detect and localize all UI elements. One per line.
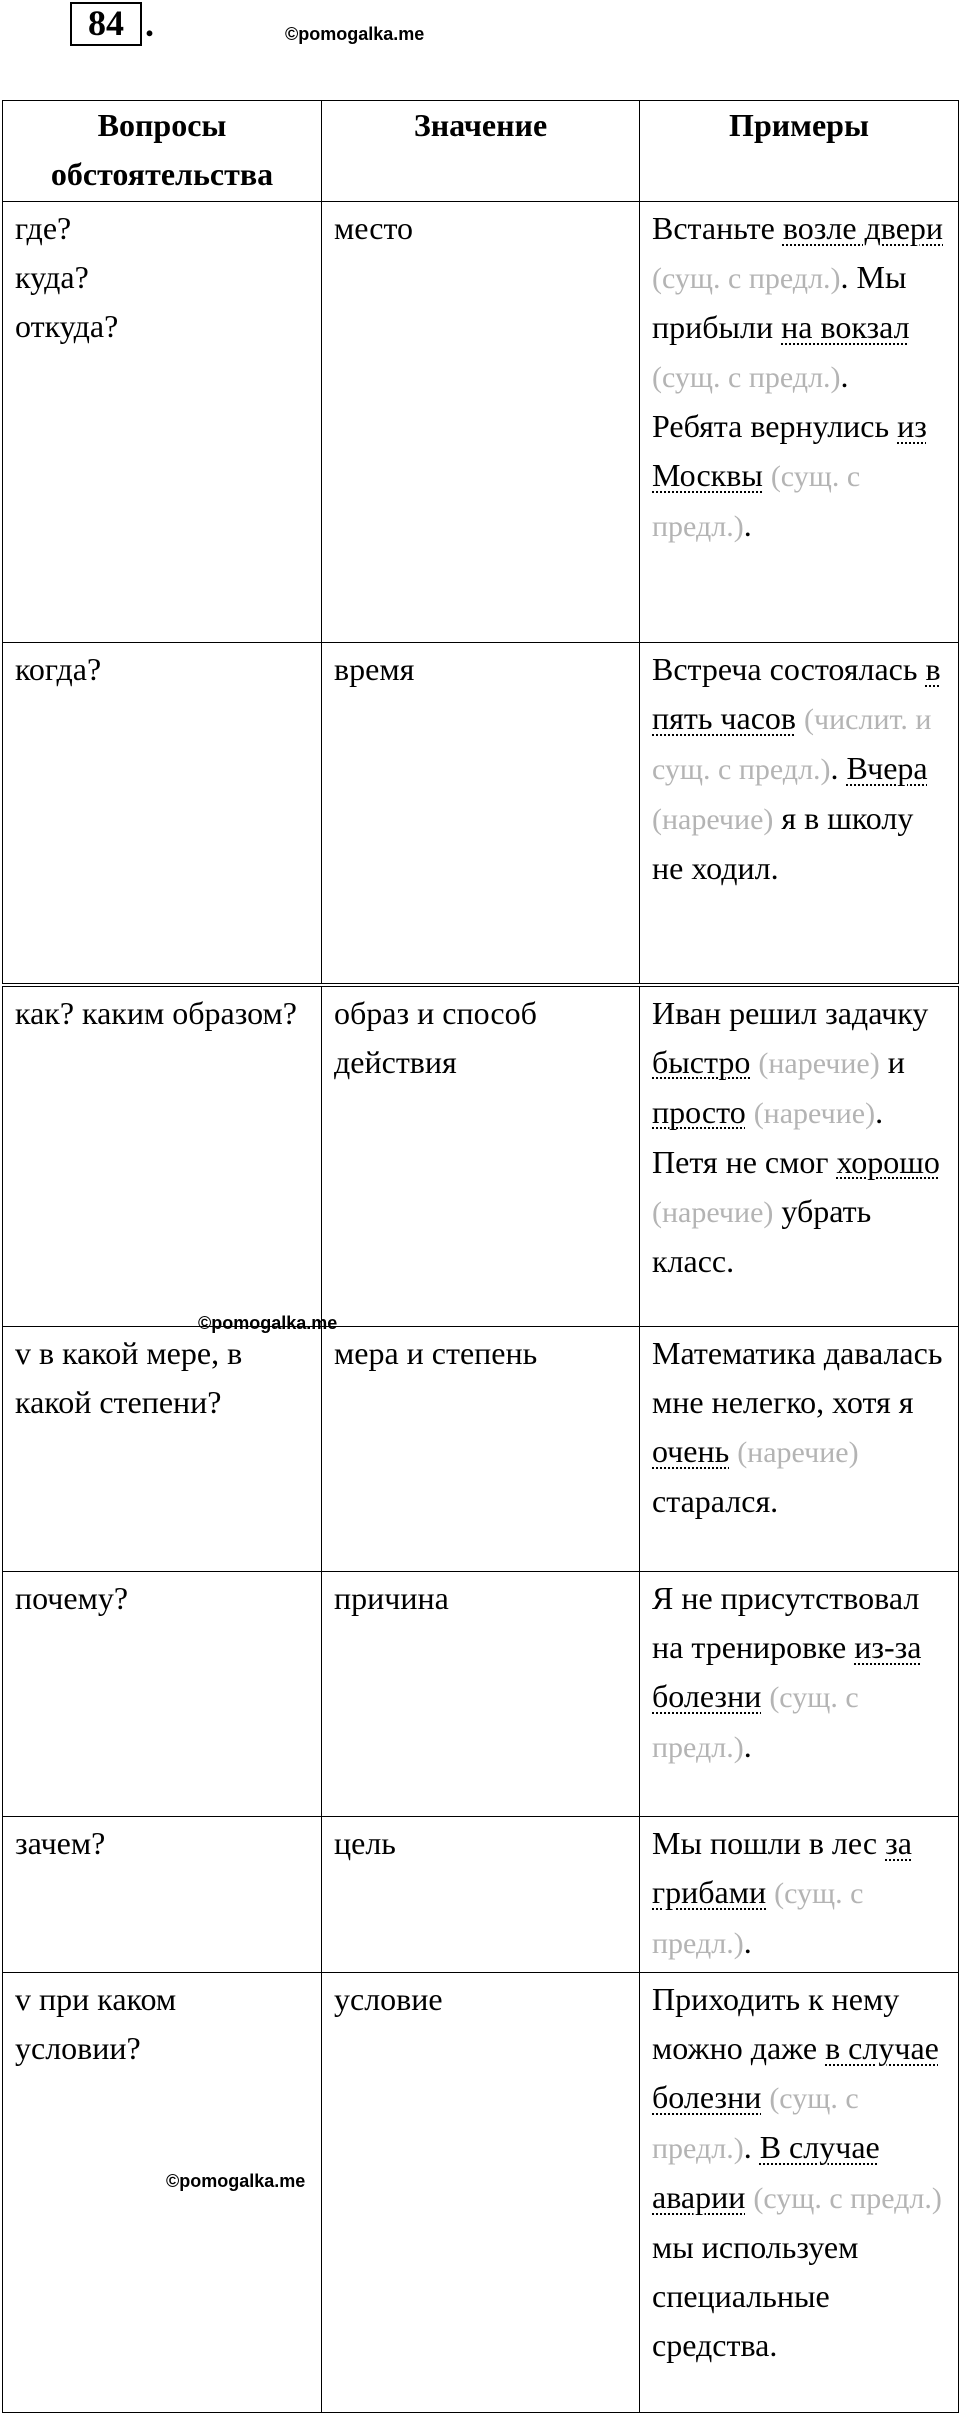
question-text: где? (15, 210, 72, 246)
watermark-top: ©pomogalka.me (285, 24, 425, 44)
example-text: Математика давалась мне нелегко, хотя я (652, 1335, 943, 1420)
part-of-speech-note: (сущ. с предл.) (652, 1681, 859, 1764)
table-row (3, 1817, 959, 1973)
example-text: я в школу не ходил. (652, 800, 914, 886)
part-of-speech-note: (наречие) (753, 1096, 876, 1130)
part-of-speech-note: (наречие) (758, 1046, 880, 1080)
circumstance-word: из Москвы (652, 408, 927, 493)
table-row (3, 1973, 959, 2413)
table-row (3, 1572, 959, 1817)
example-cell (640, 1817, 959, 1973)
table-header-row (3, 101, 959, 202)
question-text: когда? (15, 651, 102, 687)
question-cell (3, 1817, 322, 1973)
circumstance-word: в случае болезни (652, 2030, 939, 2115)
example-cell (640, 202, 959, 643)
part-of-speech-note: (сущ. с предл.) (652, 460, 861, 543)
meaning-cell: мера и степень (322, 1327, 640, 1572)
question-text: откуда? (15, 308, 119, 344)
question-text: v при каком условии? (15, 1981, 177, 2066)
question-text: как? каким образом? (15, 994, 297, 1031)
table-row (3, 985, 959, 1327)
example-text (729, 1433, 737, 1469)
circumstance-word: возле двери (782, 210, 944, 246)
question-text: v в какой мере, в какой степени? (15, 1335, 243, 1420)
circumstance-word: в пять часов (652, 651, 941, 736)
example-text: Мы пошли в лес (652, 1825, 886, 1861)
meaning-cell: причина (322, 1572, 640, 1817)
circumstance-word: из-за болезни (652, 1629, 922, 1714)
part-of-speech-note: (сущ. с предл.) (652, 2082, 859, 2165)
exercise-number: 84 (70, 2, 142, 46)
circumstance-table (2, 100, 959, 2413)
example-cell (640, 1973, 959, 2413)
example-text: Встаньте (652, 210, 783, 246)
circumstance-word: хорошо (836, 1143, 940, 1180)
example-text (763, 457, 771, 493)
example-text: . (743, 1728, 752, 1764)
example-text: мы используем специальные средства. (652, 2229, 859, 2363)
part-of-speech-note: (сущ. с предл.) (652, 262, 841, 295)
part-of-speech-note: (числит. и сущ. с предл.) (652, 703, 932, 786)
question-text: зачем? (15, 1825, 106, 1861)
header-examples: Примеры (640, 101, 959, 202)
example-cell (640, 1327, 959, 1572)
watermark-middle: ©pomogalka.me (198, 1313, 338, 1333)
example-text: . Ребята вернулись (652, 358, 898, 444)
part-of-speech-note: (наречие) (652, 803, 774, 836)
circumstance-word: за грибами (652, 1825, 912, 1910)
question-cell (3, 202, 322, 643)
table-row (3, 202, 959, 643)
example-text: Встреча состоялась (652, 651, 926, 687)
question-cell (3, 1572, 322, 1817)
example-text: старался. (652, 1483, 779, 1519)
watermark-bottom: ©pomogalka.me (166, 2171, 306, 2191)
question-text: куда? (15, 259, 89, 295)
exercise-number-dot: . (145, 4, 154, 44)
table-row (3, 643, 959, 985)
example-cell (640, 985, 959, 1327)
example-cell (640, 1572, 959, 1817)
circumstance-word: В случае аварии (652, 2129, 880, 2215)
example-text: . (743, 2129, 760, 2165)
example-text: Иван решил задачку (652, 994, 929, 1031)
question-cell (3, 1973, 322, 2413)
example-text: Я не присутствовал на тренировке (652, 1580, 920, 1665)
part-of-speech-note: (сущ. с предл.) (652, 361, 841, 394)
example-text: . (743, 1924, 752, 1960)
example-text: . Петя не смог (652, 1093, 884, 1180)
example-text: . (830, 750, 847, 786)
circumstance-word: на вокзал (781, 309, 910, 345)
example-cell (640, 643, 959, 985)
circumstance-word: быстро (652, 1043, 751, 1080)
example-text (796, 700, 804, 736)
part-of-speech-note: (сущ. с предл.) (652, 1877, 864, 1960)
part-of-speech-note: (наречие) (652, 1195, 774, 1229)
table-row (3, 1327, 959, 1572)
example-text: . (743, 507, 752, 543)
question-cell (3, 985, 322, 1327)
header-questions: Вопросы обстоятельства (3, 101, 322, 202)
example-text (766, 1874, 774, 1910)
question-text: почему? (15, 1580, 129, 1616)
circumstance-word: просто (652, 1093, 746, 1130)
part-of-speech-note: (сущ. с предл.) (753, 2182, 942, 2215)
meaning-cell: время (322, 643, 640, 985)
question-cell (3, 1327, 322, 1572)
example-text: и (879, 1043, 905, 1080)
example-text: Приходить к нему можно даже (652, 1981, 900, 2066)
example-text: . Мы прибыли (652, 259, 907, 345)
circumstance-word: Вчера (846, 750, 928, 786)
example-text (746, 1094, 754, 1130)
circumstance-word: очень (652, 1433, 730, 1469)
example-text: убрать класс. (652, 1192, 872, 1279)
meaning-cell: цель (322, 1817, 640, 1973)
meaning-cell: условие (322, 1973, 640, 2413)
header-meaning: Значение (322, 101, 640, 202)
meaning-cell: образ и способ действия (322, 985, 640, 1327)
meaning-cell: место (322, 202, 640, 643)
part-of-speech-note: (наречие) (737, 1436, 859, 1469)
question-cell (3, 643, 322, 985)
